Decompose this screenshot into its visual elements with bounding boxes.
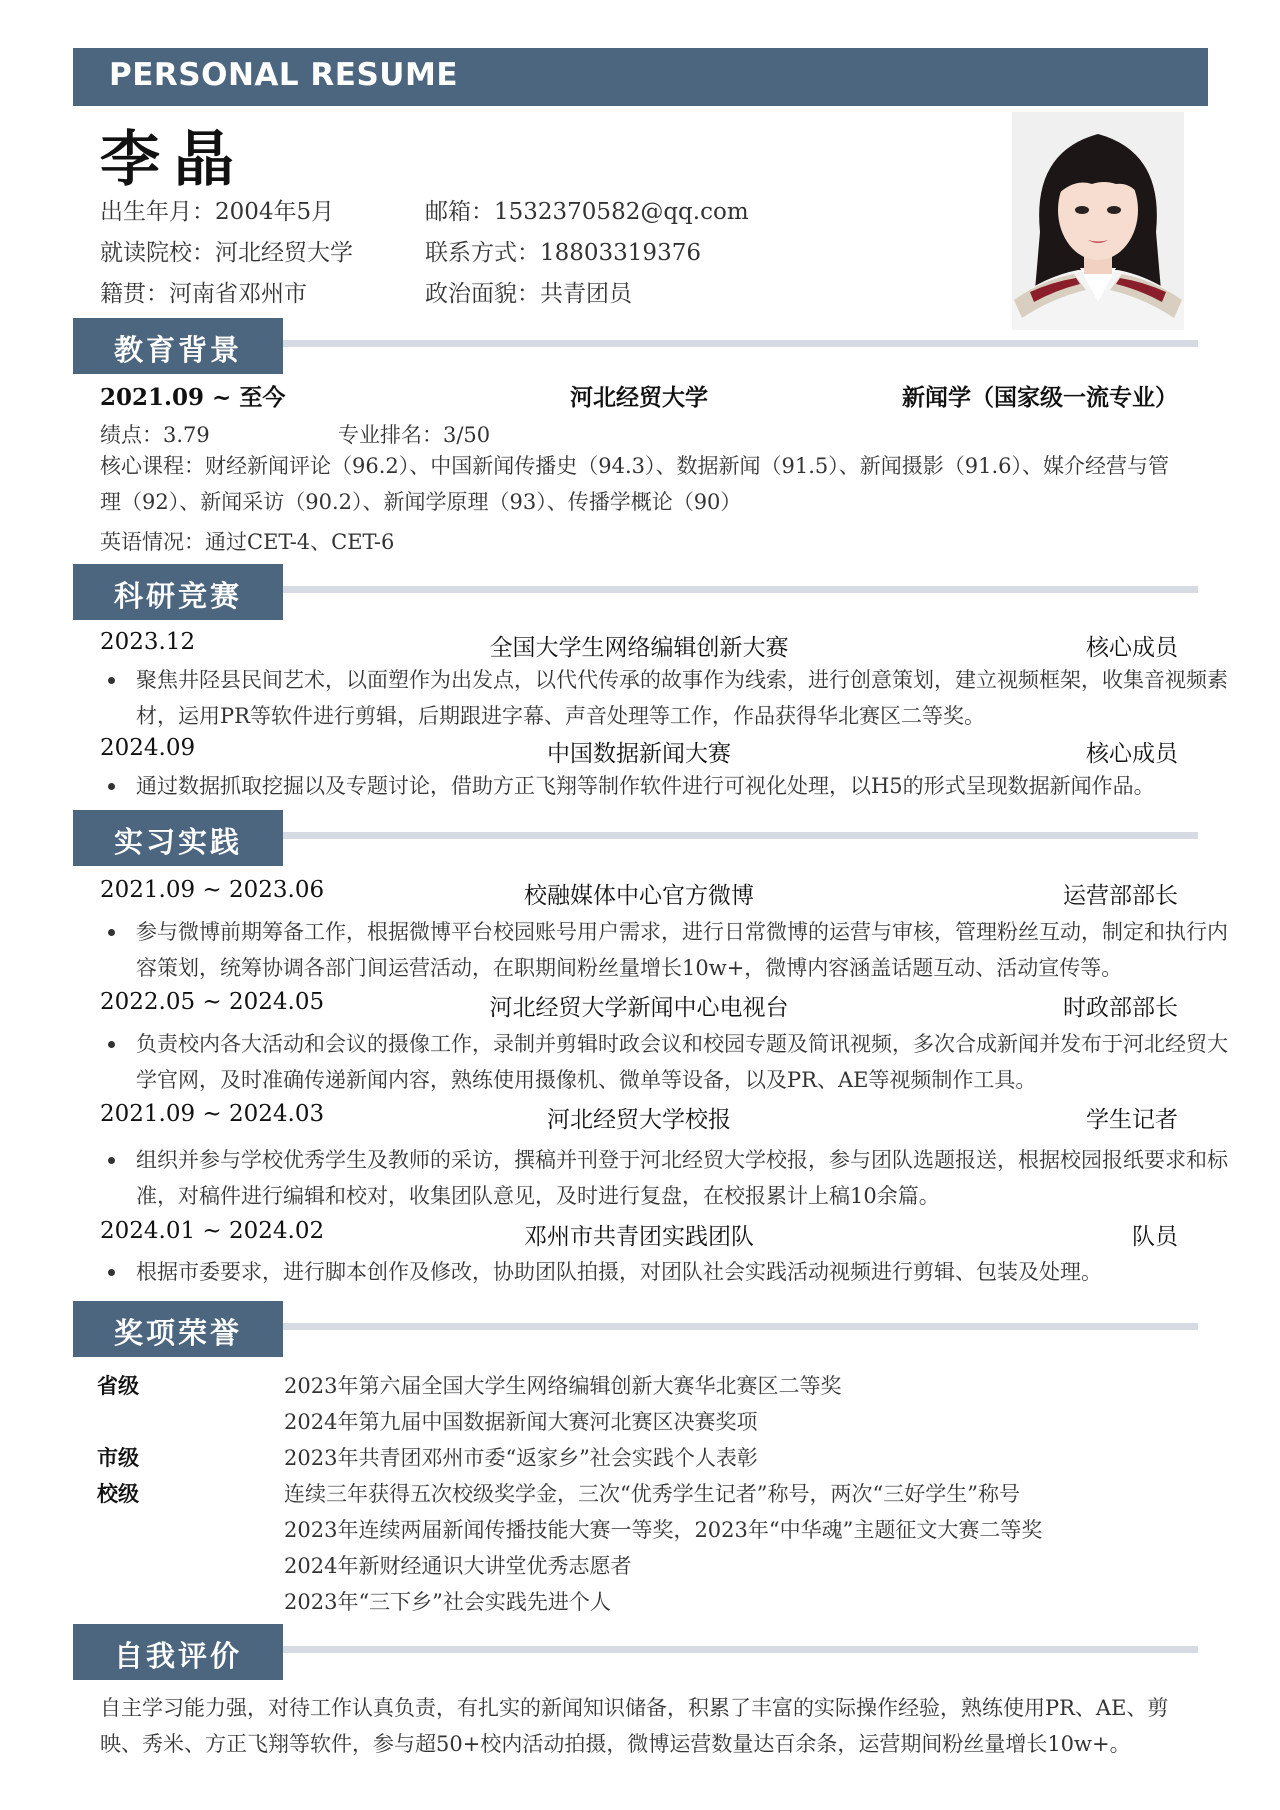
section-education (73, 318, 1208, 378)
self-evaluation: 自主学习能力强，对待工作认真负责，有扎实的新闻知识储备，积累了丰富的实际操作经验，熟练使用PR、AE、剪映、秀米、方正飞翔等软件，参与超50+校内活动拍摄，微博运营数量达百余条，运营期间粉丝量增长10w+。 (100, 1696, 1169, 1756)
research-desc (100, 768, 1240, 804)
award-item: 2024年第九届中国数据新闻大赛河北赛区决赛奖项 (284, 1410, 758, 1434)
internship-date: 2021.09 ~ 2023.06 (100, 877, 325, 903)
award-item: 2023年第六届全国大学生网络编辑创新大赛华北赛区二等奖 (284, 1374, 842, 1398)
research-date: 2024.09 (100, 735, 196, 761)
internship-desc (100, 1026, 1240, 1098)
internship-role: 时政部部长 (1063, 995, 1178, 1021)
research-row (100, 629, 1178, 661)
education-gpa: 绩点：3.79 (100, 423, 210, 447)
section-awards (73, 1301, 1208, 1361)
award-level-provincial: 省级 (97, 1373, 139, 1398)
research-date: 2023.12 (100, 629, 196, 655)
internship-desc (100, 1142, 1240, 1214)
research-row (100, 735, 1178, 767)
bullet-dot (108, 1269, 115, 1276)
section-self-title: 自我评价 (113, 1639, 242, 1673)
research-name: 中国数据新闻大赛 (547, 741, 731, 767)
phone-info: 联系方式：18803319376 (425, 240, 701, 266)
section-divider (283, 1323, 1198, 1330)
internship-org: 河北经贸大学校报 (547, 1107, 731, 1133)
award-item: 2024年新财经通识大讲堂优秀志愿者 (284, 1554, 632, 1578)
section-self (73, 1624, 1208, 1684)
research-desc (100, 662, 1240, 734)
internship-role: 学生记者 (1086, 1107, 1178, 1133)
internship-org: 校融媒体中心官方微博 (524, 883, 754, 909)
section-divider (283, 586, 1198, 593)
education-major: 新闻学（国家级一流专业） (902, 384, 1178, 411)
award-item: 2023年连续两届新闻传播技能大赛一等奖，2023年“中华魂”主题征文大赛二等奖 (284, 1518, 1043, 1542)
education-english: 英语情况：通过CET-4、CET-6 (100, 530, 395, 554)
award-level-city: 市级 (97, 1445, 139, 1470)
email-info: 邮箱：1532370582@qq.com (425, 199, 749, 225)
politics-info: 政治面貌：共青团员 (425, 281, 632, 307)
section-education-title: 教育背景 (113, 333, 242, 367)
education-period: 2021.09 ~ 至今 (100, 384, 286, 411)
origin-info: 籍贯：河南省邓州市 (100, 281, 307, 307)
bullet-dot (108, 1157, 115, 1164)
internship-org: 邓州市共青团实践团队 (524, 1224, 754, 1250)
research-role: 核心成员 (1086, 635, 1178, 661)
section-divider (283, 1646, 1198, 1653)
internship-desc (100, 914, 1240, 986)
research-desc-text: 聚焦井陉县民间艺术，以面塑作为出发点，以代代传承的故事作为线索，进行创意策划，建立视频框架，收集音视频素材，运用PR等软件进行剪辑，后期跟进字幕、声音处理等工作，作品获得华北赛区二等奖。 (136, 668, 1228, 728)
research-role: 核心成员 (1086, 741, 1178, 767)
award-item: 2023年共青团邓州市委“返家乡”社会实践个人表彰 (284, 1446, 758, 1470)
section-research (73, 564, 1208, 624)
header-banner (73, 48, 1208, 106)
award-item: 2023年“三下乡”社会实践先进个人 (284, 1590, 611, 1614)
internship-desc-text: 参与微博前期筹备工作，根据微博平台校园账号用户需求，进行日常微博的运营与审核，管理粉丝互动，制定和执行内容策划，统筹协调各部门间运营活动，在职期间粉丝量增长10w+，微博内容涵盖话题互动、活动宣传等。 (136, 920, 1228, 980)
internship-desc-text: 负责校内各大活动和会议的摄像工作，录制并剪辑时政会议和校园专题及简讯视频，多次合成新闻并发布于河北经贸大学官网，及时准确传递新闻内容，熟练使用摄像机、微单等设备，以及PR、AE等视频制作工具。 (136, 1032, 1228, 1092)
school-info: 就读院校：河北经贸大学 (100, 240, 353, 266)
section-research-title: 科研竞赛 (113, 579, 242, 613)
award-item: 连续三年获得五次校级奖学金，三次“优秀学生记者”称号，两次“三好学生”称号 (284, 1482, 1020, 1506)
section-divider (283, 832, 1198, 839)
internship-date: 2021.09 ~ 2024.03 (100, 1101, 325, 1127)
internship-row (100, 1101, 1178, 1133)
education-courses: 核心课程：财经新闻评论（96.2）、中国新闻传播史（94.3）、数据新闻（91.5）、新闻摄影（91.6）、媒介经营与管理（92）、新闻采访（90.2）、新闻学原理（93）、传播学概论（90） (100, 454, 1170, 514)
bullet-dot (108, 1041, 115, 1048)
internship-date: 2024.01 ~ 2024.02 (100, 1218, 325, 1244)
research-name: 全国大学生网络编辑创新大赛 (489, 635, 789, 661)
education-rank: 专业排名：3/50 (338, 423, 491, 447)
section-internship-title: 实习实践 (113, 825, 242, 859)
award-level-school: 校级 (97, 1481, 139, 1506)
internship-org: 河北经贸大学新闻中心电视台 (489, 995, 789, 1021)
bullet-dot (108, 677, 115, 684)
internship-date: 2022.05 ~ 2024.05 (100, 989, 325, 1015)
internship-desc-text: 根据市委要求，进行脚本创作及修改，协助团队拍摄，对团队社会实践活动视频进行剪辑、包装及处理。 (136, 1260, 1102, 1284)
section-awards-title: 奖项荣誉 (113, 1316, 242, 1350)
applicant-name: 李晶 (100, 125, 248, 195)
internship-row (100, 989, 1178, 1021)
education-row (100, 379, 1178, 411)
birth-info: 出生年月：2004年5月 (100, 199, 335, 225)
internship-role: 队员 (1132, 1224, 1178, 1250)
internship-row (100, 1218, 1178, 1250)
bullet-dot (108, 929, 115, 936)
internship-row (100, 877, 1178, 909)
education-school: 河北经贸大学 (570, 384, 708, 411)
bullet-dot (108, 783, 115, 790)
internship-role: 运营部部长 (1063, 883, 1178, 909)
profile-photo (1012, 112, 1184, 330)
section-internship (73, 810, 1208, 870)
internship-desc-text: 组织并参与学校优秀学生及教师的采访，撰稿并刊登于河北经贸大学校报，参与团队选题报送，根据校园报纸要求和标准，对稿件进行编辑和校对，收集团队意见，及时进行复盘，在校报累计上稿10余篇。 (136, 1148, 1228, 1208)
resume-title: PERSONAL RESUME (109, 57, 458, 93)
internship-desc (100, 1254, 1240, 1290)
section-divider (283, 340, 1198, 347)
research-desc-text: 通过数据抓取挖掘以及专题讨论，借助方正飞翔等制作软件进行可视化处理，以H5的形式呈现数据新闻作品。 (136, 774, 1155, 798)
